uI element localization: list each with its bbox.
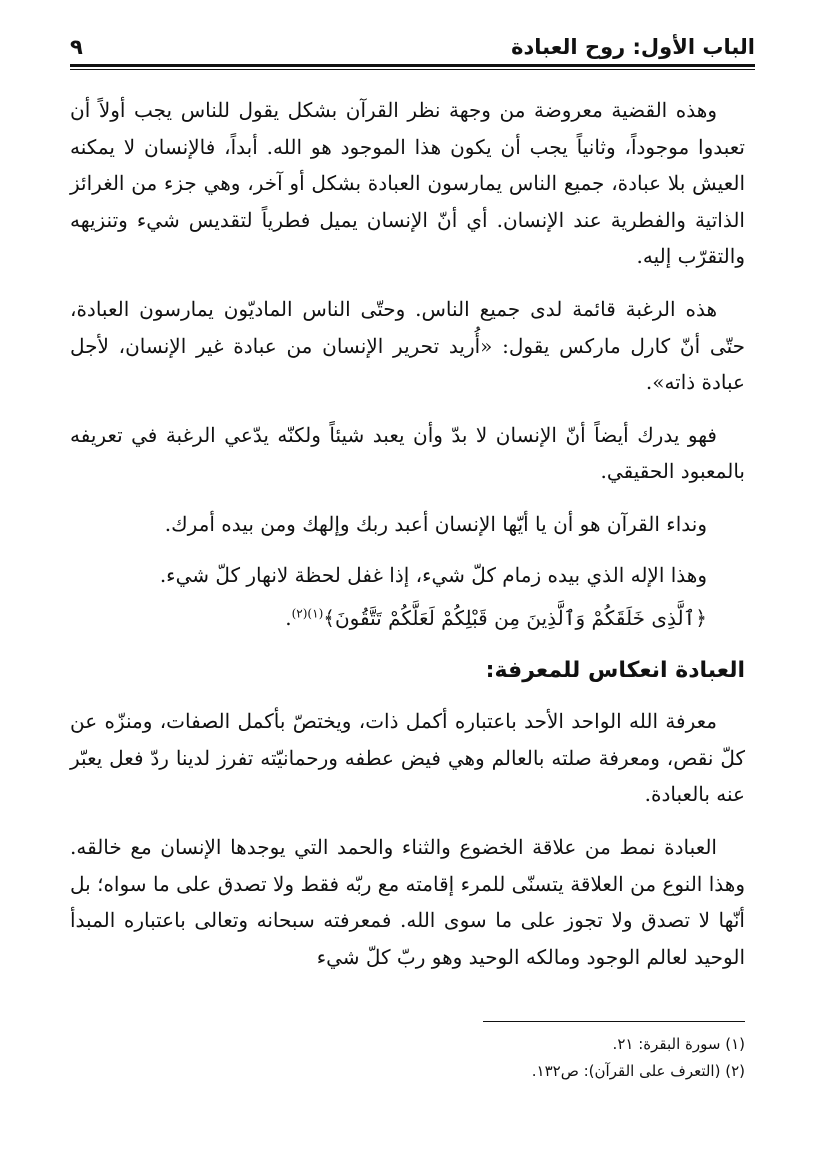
chapter-title: الباب الأول: روح العبادة — [511, 35, 755, 59]
verse-end: . — [285, 606, 292, 631]
section-heading: العبادة انعكاس للمعرفة: — [485, 658, 745, 684]
paragraph-4: معرفة الله الواحد الأحد باعتباره أكمل ذات، ويختصّ بأكمل الصفات، ومنزّه عن كلّ نقص، ومعرفة صلته بالعالم وهي فيض عطفه ورحمانيّته تفرز لدينا ردّ فعل يعبّر عنه بالعبادة. — [70, 709, 745, 807]
paragraph-5: العبادة نمط من علاقة الخضوع والثناء والحمد التي يوجدها الإنسان مع خالقه. وهذا النوع من العلاقة يتسنّى للمرء إقامته مع ربّه فقط ولا تصدق على ما سواه؛ بل أنّها لا تصدق ولا تجوز على ما سوى الله. فمعرفته سبحانه وتعالى باعتباره المبدأ الوحيد لعالم الوجود ومالكه الوحيد وهو ربّ كلّ شيء — [70, 834, 745, 969]
footnotes — [300, 1031, 745, 1085]
body-text — [70, 92, 745, 991]
header-rule — [70, 64, 755, 67]
verse-text: ﴿ٱلَّذِى خَلَقَكُمْ وَٱلَّذِينَ مِن قَبْلِكُمْ لَعَلَّكُمْ تَتَّقُونَ﴾ — [323, 606, 707, 631]
footnote-2: (٢) (التعرف على القرآن): ص١٣٢. — [531, 1062, 745, 1080]
quran-verse — [70, 601, 745, 635]
paragraph-2: هذه الرغبة قائمة لدى جميع الناس. وحتّى الناس الماديّون يمارسون العبادة، حتّى أنّ كارل ماركس يقول: «أُريد تحرير الإنسان من عبادة غير الإنسان، لأجل عبادة ذاته». — [70, 296, 745, 395]
footnote-1: (١) سورة البقرة: ٢١. — [612, 1035, 745, 1053]
header-rule-thin — [70, 69, 755, 70]
paragraph-divine-control: وهذا الإله الذي بيده زمام كلّ شيء، إذا غفل لحظة لانهار كلّ شيء. — [159, 562, 707, 587]
page-number: ٩ — [70, 35, 83, 59]
paragraph-3: فهو يدرك أيضاً أنّ الإنسان لا بدّ وأن يعبد شيئاً ولكنّه يدّعي الرغبة في تعريفه بالمعبود الحقيقي. — [70, 422, 745, 484]
paragraph-call-of-quran: ونداء القرآن هو أن يا أيّها الإنسان أعبد ربك وإلهك ومن بيده أمرك. — [164, 511, 707, 536]
footnote-refs: (١)(٢) — [291, 606, 324, 621]
footnote-separator — [483, 1021, 745, 1022]
running-header — [70, 28, 755, 62]
paragraph-1: وهذه القضية معروضة من وجهة نظر القرآن بشكل يقول للناس يجب أولاً أن تعبدوا موجوداً، وثانياً يجب أن يكون هذا الموجود هو الله. أبداً، فالإنسان لا يمكنه العيش بلا عبادة، جميع الناس يمارسون العبادة بشكل أو آخر، وهي جزء من الغرائز الذاتية والفطرية عند الإنسان. أي أنّ الإنسان يميل فطرياً لتقديس شيء وتنزيهه والتقرّب إليه. — [70, 98, 745, 269]
